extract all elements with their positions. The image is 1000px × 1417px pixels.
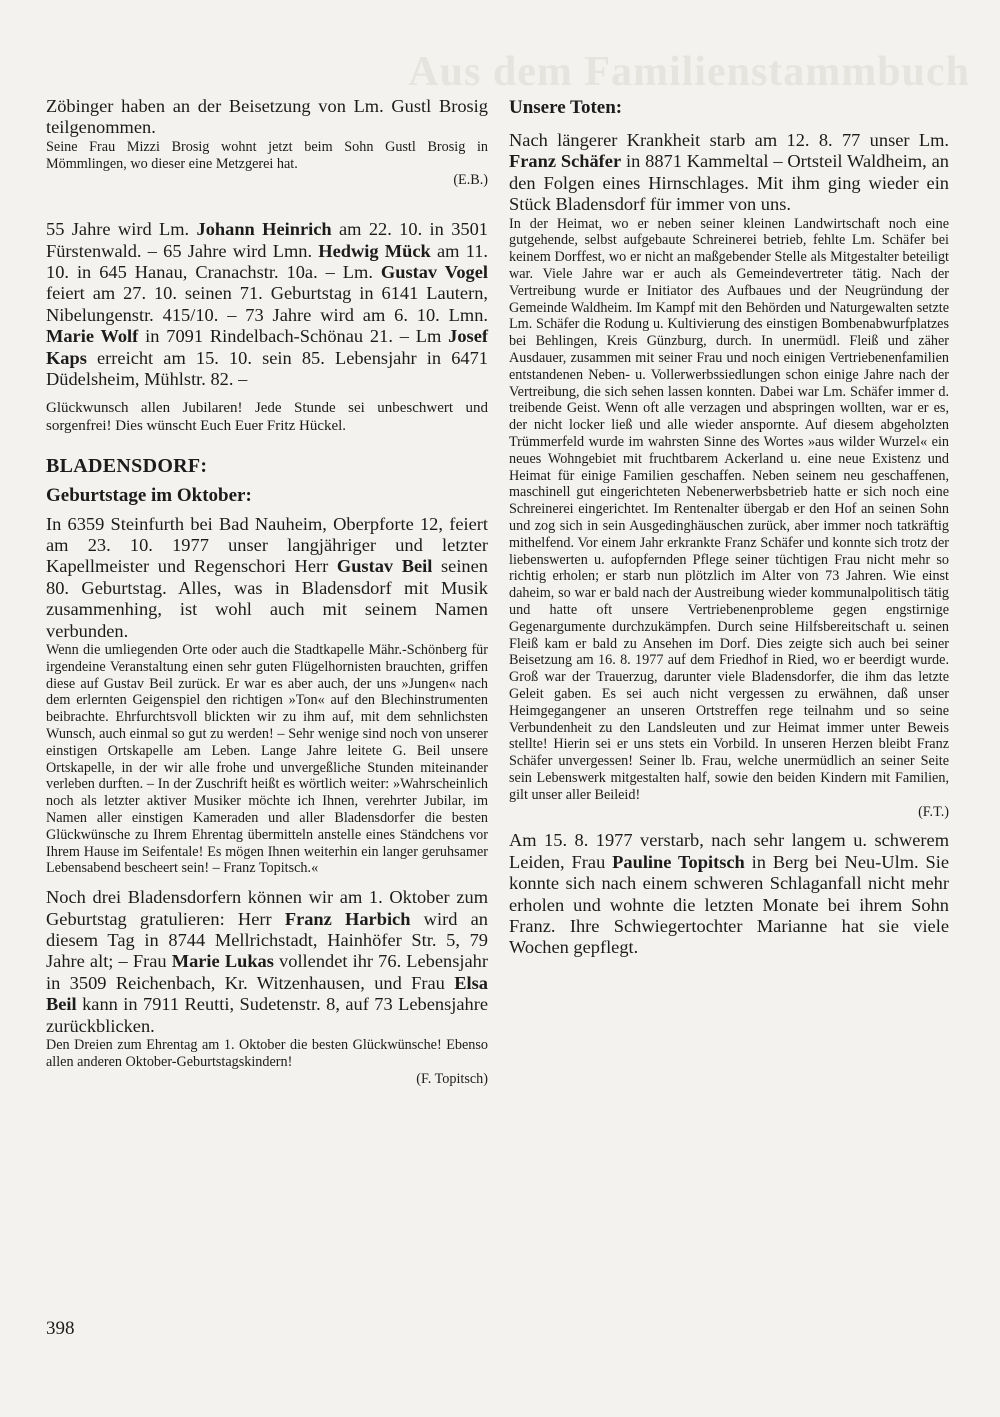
- schaefer-obituary: [509, 216, 949, 821]
- section-title-bladensdorf: BLADENSDORF:: [46, 454, 208, 477]
- left-column: [46, 96, 488, 1087]
- brosig-note-text: Seine Frau Mizzi Brosig wohnt jetzt beim Sohn Gustl Brosig in Mömmlingen, wo dieser eine Metzgerei hat.: [46, 138, 488, 172]
- schaefer-announcement: Nach längerer Krankheit starb am 12. 8. 77 unser Lm. Franz Schäfer in 8871 Kammeltal – Ortsteil Waldheim, an den Folgen eines Hirnschlages. Mit ihm ging wieder ein Stück Bladensdorf für immer von uns.: [509, 130, 949, 215]
- faded-header-text: Aus dem Familienstammbuch: [408, 49, 970, 95]
- person-name: Franz Schäfer: [509, 151, 622, 172]
- person-name: Josef Kaps: [46, 326, 488, 368]
- three-birthdays: Noch drei Bladensdorfern können wir am 1. Oktober zum Geburtstag gratulieren: Herr Franz Harbich wird an diesem Tag in 8744 Mellrichstadt, Hainhöfer Str. 5, 79 Jahre alt; – Frau Marie Lukas vollendet ihr 76. Lebensjahr in 3509 Reichenbach, Kr. Witzenhausen, und Frau Elsa Beil kann in 7911 Reutti, Sudetenstr. 8, auf 73 Lebensjahre zurückblicken.: [46, 887, 488, 1036]
- schaefer-signature: (F.T.): [918, 803, 949, 820]
- person-name: Elsa Beil: [46, 972, 488, 1015]
- beil-tribute: Wenn die umliegenden Orte oder auch die Stadtkapelle Mähr.-Schönberg für irgendeine Veranstaltung einen sehr guten Flügelhornisten brauchten, griffen diese auf Gustav Beil zurück. Er war es aber auch, der uns »Jungen« nach dem erlernten Geigenspiel den richtigen »Ton« auf den Blechinstrumenten beibrachte. Ehrfurchtsvoll blickten wir zu ihm auf, mit dem sehnlichsten Wunsch, auch einmal so gut zu werden! – Sehr wenige sind noch von unserer einstigen Ortskapelle am Leben. Lange Jahre leitete G. Beil unsere Ortskapelle, in der wir alle frohe und unvergeßliche Stunden miteinander verleben durften. – In der Zuschrift heißt es wörtlich weiter: »Wahrscheinlich noch als letzter aktiver Musiker möchte ich Ihnen, verehrter Jubilar, im Namen aller einstigen Kameraden und aller Bladensdorfer die besten Glückwünsche zu Ihrem Ehrentag übermitteln anstelle eines Ständchens vor Ihrem Hause im Seifentale! Es mögen Ihnen weiterhin ein langer geruhsamer Lebensabend bescheert sein! – Franz Topitsch.«: [46, 642, 488, 877]
- topitsch-obituary: Am 15. 8. 1977 verstarb, nach sehr langem u. schwerem Leiden, Frau Pauline Topitsch in Berg bei Neu-Ulm. Sie konnte sich nach einem schweren Schlaganfall nicht mehr erholen und wohnte die letzten Monate bei ihrem Sohn Franz. Ihre Schwiegertochter Marianne hat sie viele Wochen gepflegt.: [509, 830, 949, 958]
- person-name: Marie Lukas: [171, 951, 274, 972]
- three-greeting-text: Den Dreien zum Ehrentag am 1. Oktober die besten Glückwünsche! Ebenso allen anderen Oktober-Geburtstagskindern!: [46, 1037, 488, 1070]
- three-greeting: [46, 1037, 488, 1087]
- birthday-list: 55 Jahre wird Lm. Johann Heinrich am 22. 10. in 3501 Fürstenwald. – 65 Jahre wird Lmn. Hedwig Mück am 11. 10. in 645 Hanau, Cranachstr. 10a. – Lm. Gustav Vogel feiert am 27. 10. seinen 71. Geburtstag in 6141 Lautern, Nibelungenstr. 415/10. – 73 Jahre wird am 6. 10. Lmn. Marie Wolf in 7091 Rindelbach-Schönau 21. – Lm Josef Kaps erreicht am 15. 10. sein 85. Lebensjahr in 6471 Düdelsheim, Mühlstr. 82. –: [46, 219, 488, 390]
- brosig-signature: (E.B.): [453, 172, 488, 189]
- page-number: 398: [46, 1318, 75, 1339]
- subheading-birthdays: Geburtstage im Oktober:: [46, 484, 252, 506]
- brosig-paragraph: Zöbinger haben an der Beisetzung von Lm. Gustl Brosig teilgenommen.: [46, 96, 488, 138]
- topitsch-signature: (F. Topitsch): [416, 1070, 488, 1087]
- person-name: Marie Wolf: [46, 326, 139, 347]
- brosig-note: [46, 139, 488, 189]
- right-column: [509, 96, 949, 959]
- person-name: Franz Harbich: [284, 908, 411, 929]
- person-name: Johann Heinrich: [196, 219, 332, 240]
- beil-announcement: In 6359 Steinfurth bei Bad Nauheim, Oberpforte 12, feiert am 23. 10. 1977 unser langjähriger und letzter Kapellmeister und Regenschori Herr Gustav Beil seinen 80. Geburtstag. Alles, was in Bladensdorf mit Musik zusammenhing, ist wohl auch mit seinem Namen verbunden.: [46, 513, 488, 641]
- person-name: Gustav Beil: [336, 556, 433, 577]
- greeting-note: Glückwunsch allen Jubilaren! Jede Stunde sei unbeschwert und sorgenfrei! Dies wünscht Euch Euer Fritz Hückel.: [46, 400, 488, 435]
- person-name: Hedwig Mück: [318, 240, 431, 261]
- schaefer-obituary-text: In der Heimat, wo er neben seiner kleinen Landwirtschaft noch eine gutgehende, selbst aufgebaute Schreinerei betrieb, fehlte Lm. Schäfer bei keinem Dorffest, wo er nicht an maßgebender Stelle als Mitgestalter beteiligt war. Viele Jahre war er auch als Gemeindevertreter tätig. Nach der Vertreibung wurde er Initiator des Aufbaues und der Neugründung der Gemeinde Waldheim. Im Kampf mit den Behörden und Naturgewalten setzte Lm. Schäfer die Rodung u. Kultivierung des einstigen Bombenabwurfplatzes bei Behlingen, Kreis Günzburg, durch. In unermüdl. Fleiß und zäher Ausdauer, zusammen mit seiner Frau und noch einigen Vertriebenenfamilien entstandenen Neben- u. Vollerwerbssiedlungen schon einige Jahre nach der Vertreibung, die sich sehen lassen konnten. Dabei war Lm. Schäfer immer d. treibende Geist. Wenn oft alle verzagen und abspringen wollten, war er es, der nicht locker ließ und alle wieder anspornte. Auf diesem abgeholzten Trümmerfeld wurde im wahrsten Sinne des Wortes »aus wilder Wurzel« ein neues Wohngebiet mit fruchtbarem Ackerland u. eine neue Existenz und Heimat für einige Familien geschaffen. Neben seinem neu geschaffenen, maschinell gut eingerichteten Nebenerwerbsbetrieb hatte er sich noch eine Schreinerei eingerichtet. Im Rentenalter übergab er den Hof an seinen Sohn und zog sich in sein Ausgedinghäuschen zurück, aber immer noch tatkräftig mithelfend. Vor einem Jahr erkrankte Franz Schäfer und konnte sich trotz der liebenswerten u. aufopfernden Pflege seiner tüchtigen Frau nicht mehr so richtig erholen; er starb nun plötzlich im Alter von 73 Jahren. Wie einst daheim, so war er bald nach der Austreibung wieder kommunalpolitisch tätig und hatte oft unsere Vertriebenenprobleme gegen engstirnige Gegenargumente durchzukämpfen. Durch seine Hilfsbereitschaft u. seinen Fleiß kam er bald zu Ansehen im Dorf. Dies zeigte sich auch bei seiner Beisetzung am 16. 8. 1977 auf dem Friedhof in Ried, wo er beerdigt wurde. Groß war der Trauerzug, darunter viele Bladensdorfer, die ihm das letzte Geleit gaben. Es sei auch nicht vergessen zu erwähnen, daß unser Heimgegangener an unseren Ortstreffen rege teilnahm und so seine Verbundenheit zu den Landsleuten und zur Heimat immer unter Beweis stellte! Hierin sei er uns stets ein Vorbild. In unseren Herzen bleibt Franz Schäfer unvergessen! Seiner lb. Frau, welche unermüdlich an seiner Seite sein Lebenswerk mitgestalten half, sowie den beiden Kindern mit Familien, gilt unser aller Beileid!: [509, 215, 949, 803]
- person-name: Gustav Vogel: [380, 262, 488, 283]
- obituaries-title: Unsere Toten:: [509, 97, 623, 118]
- person-name: Pauline Topitsch: [612, 851, 745, 872]
